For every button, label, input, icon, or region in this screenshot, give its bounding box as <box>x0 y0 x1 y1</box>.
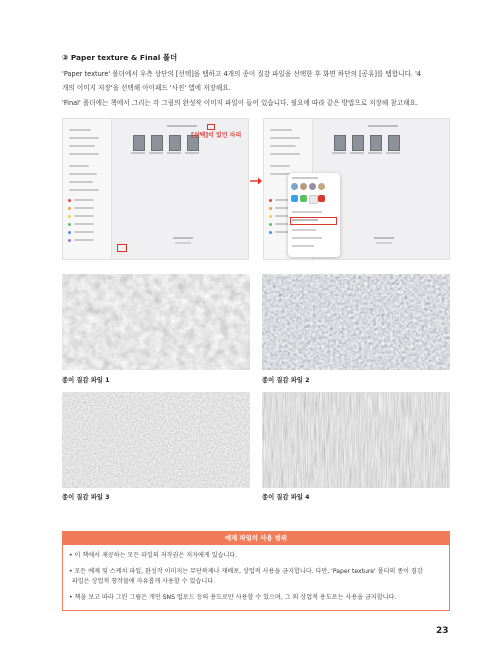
select-callout: [선택]이 있던 자리 <box>191 132 242 139</box>
section-title: ③ Paper texture & Final 폴더 <box>62 53 178 62</box>
texture-caption-2: 종이 질감 파일 2 <box>262 377 310 384</box>
notice-box <box>62 545 450 611</box>
share-sheet <box>288 173 340 257</box>
paper-texture-4-image <box>262 392 450 488</box>
files-sidebar <box>63 119 112 259</box>
paper-texture-2-image <box>262 274 450 370</box>
texture-caption-3: 종이 질감 파일 3 <box>62 494 110 501</box>
notice-item-2: • 모든 예제 및 스케치 파일, 완성작 이미지는 무단복제나 재배포, 상업적 사용을 금지합니다. 다만, 'Paper texture' 폴더의 종이 질감 <box>69 568 423 575</box>
paragraph-line-2: 개의 이미지 저장'을 선택해 아이패드 '사진' 앱에 저장해요. <box>62 84 231 92</box>
notice-item-2-cont: 파일은 상업적 창작물에 자유롭게 사용할 수 있습니다. <box>72 578 216 585</box>
share-button-highlight <box>117 244 127 252</box>
notice-title: 예제 파일의 사용 범위 <box>62 531 450 545</box>
arrow-right-icon <box>249 176 263 186</box>
page-number: 23 <box>436 626 449 636</box>
texture-caption-1: 종이 질감 파일 1 <box>62 377 110 384</box>
notice-item-3: • 책을 보고 따라 그린 그림은 개인 SNS 업로드 등의 용도로만 사용할 수 있으며, 그 외 상업적 용도로는 사용을 금지합니다. <box>69 594 397 601</box>
paper-texture-3-image <box>62 392 250 488</box>
paragraph-line-3: 'Final' 폴더에는 책에서 그리는 각 그림의 완성작 이미지 파일이 들어 있습니다. 필요에 따라 같은 방법으로 저장해 참고해요. <box>62 99 418 107</box>
paper-texture-1-image <box>62 274 250 370</box>
screenshot-files-selection <box>62 118 249 260</box>
texture-caption-4: 종이 질감 파일 4 <box>262 494 310 501</box>
screenshot-share-sheet <box>263 118 450 260</box>
paragraph-line-1: 'Paper texture' 폴더에서 우측 상단의 [선택]을 탭하고 4개의 종이 질감 파일을 선택한 후 화면 하단의 [공유]를 탭합니다. '4 <box>62 70 422 78</box>
notice-item-1: • 이 책에서 제공하는 모든 파일의 저작권은 저자에게 있습니다. <box>69 552 238 559</box>
